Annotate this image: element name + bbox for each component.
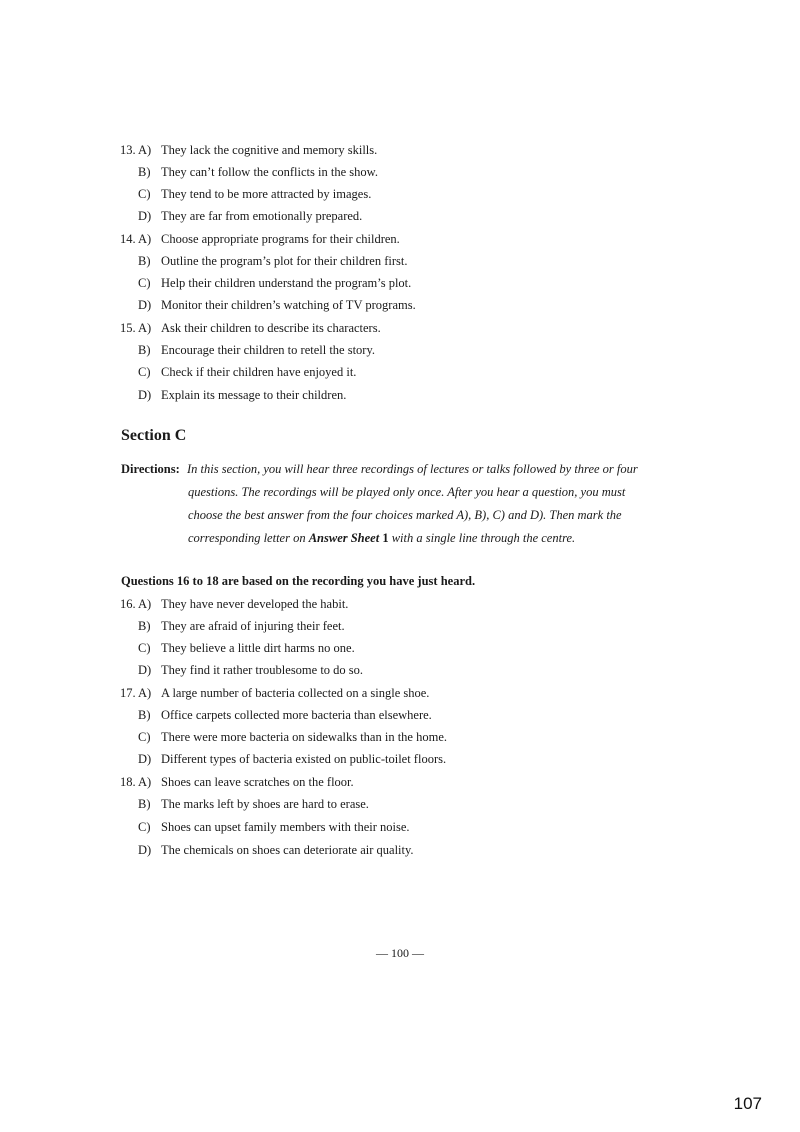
section-title: Section C	[121, 427, 187, 444]
option-text: Explain its message to their children.	[161, 388, 347, 402]
option-letter: D)	[138, 298, 152, 312]
answer-sheet-number: 1	[379, 531, 389, 545]
option-letter: A)	[138, 775, 152, 789]
option-letter: B)	[138, 254, 151, 268]
option-letter: C)	[138, 641, 151, 655]
question-number: 14.	[120, 232, 136, 246]
directions-label	[121, 461, 180, 477]
option-letter: C)	[138, 365, 151, 379]
option-letter: A)	[138, 686, 152, 700]
option-letter: C)	[138, 730, 151, 744]
option-letter: D)	[138, 663, 152, 677]
answer-sheet-label: Answer Sheet	[308, 531, 380, 545]
option-text: Different types of bacteria existed on public-toilet floors.	[161, 752, 447, 766]
directions-line-2: questions. The recordings will be played only once. After you hear a question, you must	[188, 485, 626, 499]
option-letter: A)	[138, 597, 152, 611]
question-number: 17.	[120, 686, 136, 700]
question-number: 18.	[120, 775, 136, 789]
directions-line-1: In this section, you will hear three recordings of lectures or talks followed by three or four	[187, 462, 638, 476]
option-text: There were more bacteria on sidewalks than in the home.	[161, 730, 447, 744]
option-text: Office carpets collected more bacteria than elsewhere.	[161, 708, 432, 722]
option-letter: A)	[138, 232, 152, 246]
option-text: They can’t follow the conflicts in the show.	[161, 165, 378, 179]
option-text: Check if their children have enjoyed it.	[161, 365, 357, 379]
option-text: Help their children understand the program’s plot.	[161, 276, 412, 290]
corner-page-number: 107	[733, 1094, 762, 1113]
option-text: They are far from emotionally prepared.	[161, 209, 363, 223]
option-letter: D)	[138, 388, 152, 402]
option-text: Ask their children to describe its characters.	[161, 321, 381, 335]
question-number: 16.	[120, 597, 136, 611]
option-text: They lack the cognitive and memory skills.	[161, 143, 378, 157]
option-letter: C)	[138, 187, 151, 201]
option-letter: A)	[138, 143, 152, 157]
directions-line-4-after: with a single line through the centre.	[388, 531, 576, 545]
option-text: Choose appropriate programs for their children.	[161, 232, 400, 246]
option-text: The marks left by shoes are hard to erase.	[161, 797, 369, 811]
option-text: A large number of bacteria collected on a single shoe.	[161, 686, 430, 700]
option-text: Shoes can upset family members with their noise.	[161, 820, 410, 834]
question-group-heading: Questions 16 to 18 are based on the recording you have just heard.	[121, 574, 476, 588]
option-text: The chemicals on shoes can deteriorate air quality.	[161, 843, 414, 857]
directions-colon: :	[175, 462, 180, 476]
option-letter: B)	[138, 708, 151, 722]
option-letter: A)	[138, 321, 152, 335]
option-letter: D)	[138, 209, 152, 223]
option-letter: B)	[138, 797, 151, 811]
question-number: 15.	[120, 321, 136, 335]
option-text: They find it rather troublesome to do so.	[161, 663, 364, 677]
option-letter: C)	[138, 820, 151, 834]
directions-line-4	[188, 530, 575, 546]
option-text: They believe a little dirt harms no one.	[161, 641, 355, 655]
option-text: They tend to be more attracted by images.	[161, 187, 372, 201]
option-letter: B)	[138, 343, 151, 357]
option-letter: B)	[138, 619, 151, 633]
option-text: Monitor their children’s watching of TV programs.	[161, 298, 416, 312]
option-text: Outline the program’s plot for their children first.	[161, 254, 408, 268]
question-number: 13.	[120, 143, 136, 157]
option-letter: D)	[138, 752, 152, 766]
option-letter: D)	[138, 843, 152, 857]
directions-label-text: Directions	[121, 462, 176, 476]
directions-line-4-before: corresponding letter on	[188, 531, 309, 545]
page-footer-number: — 100 —	[376, 946, 424, 960]
option-letter: C)	[138, 276, 151, 290]
option-letter: B)	[138, 165, 151, 179]
option-text: They are afraid of injuring their feet.	[161, 619, 345, 633]
option-text: Encourage their children to retell the story.	[161, 343, 376, 357]
option-text: They have never developed the habit.	[161, 597, 349, 611]
option-text: Shoes can leave scratches on the floor.	[161, 775, 354, 789]
directions-line-3: choose the best answer from the four choices marked A), B), C) and D). Then mark the	[188, 508, 622, 522]
